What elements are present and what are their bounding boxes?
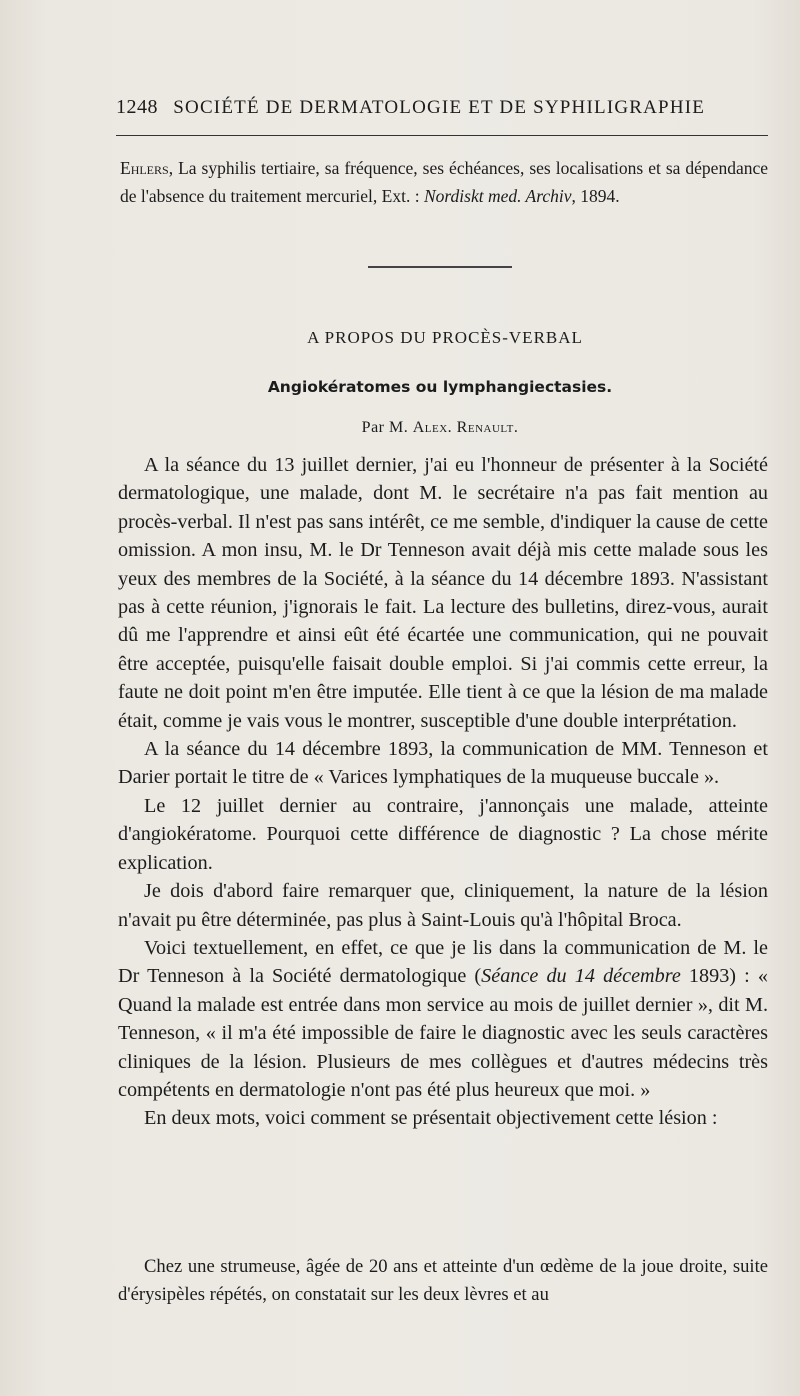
- running-header: [116, 96, 766, 119]
- byline: [0, 419, 800, 437]
- reference-year: , 1894.: [571, 185, 620, 206]
- reference-journal: Nordiskt med. Archiv: [423, 185, 572, 206]
- article-title: Angiokératomes ou lymphangiectasies.: [267, 378, 613, 396]
- section-title: A PROPOS DU PROCÈS-VERBAL: [307, 328, 583, 347]
- byline-author: Alex. Renault.: [412, 419, 519, 436]
- paragraph-4: Je dois d'abord faire remarquer que, cliniquement, la nature de la lésion n'avait pu être déterminée, pas plus à Saint-Louis qu'à l'hôpital Broca.: [118, 880, 768, 931]
- paragraph-1: A la séance du 13 juillet dernier, j'ai eu l'honneur de présenter à la Société dermatologique, une malade, dont M. le secrétaire n'a pas fait mention au procès-verbal. Il n'est pas sans intérêt, ce me semble, d'indiquer la cause de cette omission. A mon insu, M. le Dr Tenneson avait déjà mis cette malade sous les yeux des membres de la Société, à la séance du 14 décembre 1893. N'assistant pas à cette réunion, j'ignorais le fait. La lecture des bulletins, direz-vous, aurait dû me l'apprendre et ainsi eût été écartée une communication, qui ne pouvait être acceptée, puisqu'elle faisait double emploi. Si j'ai commis cette erreur, la faute ne doit point m'en être imputée. Elle tient à ce que la lésion de ma malade était, comme je vais vous le montrer, susceptible d'une double interprétation.: [118, 454, 768, 732]
- byline-prefix: Par M.: [361, 419, 413, 436]
- paragraph-5-part-a: Voici textuellement, en effet, ce que je lis dans la communication de M. le Dr Tenneson à la Société dermatologique (: [118, 936, 768, 988]
- paragraph-2: A la séance du 14 décembre 1893, la communication de MM. Tenneson et Darier portait le titre de « Varices lymphatiques de la muqueuse buccale ».: [118, 738, 768, 789]
- article-body: [118, 451, 768, 1133]
- paragraph-3: Le 12 juillet dernier au contraire, j'annonçais une malade, atteinte d'angiokératome. Pourquoi cette différence de diagnostic ? La chose mérite explication.: [118, 794, 768, 874]
- reference-text: , La syphilis tertiaire, sa fréquence, ses échéances, ses localisations et sa dépendance de l'absence du traitement mercuriel, Ext. :: [120, 158, 768, 206]
- paragraph-5-part-b: 1893) : « Quand la malade est entrée dans mon service au mois de juillet dernier », dit M. Tenneson, « il m'a été impossible de faire le diagnostic avec les seuls caractères cliniques de la lésion. Plusieurs de mes collègues et d'autres médecins très compétents en dermatologie n'ont pas été plus heureux que moi. »: [118, 965, 768, 1101]
- reference-author: Ehlers: [120, 158, 169, 178]
- quote-paragraph: Chez une strumeuse, âgée de 20 ans et atteinte d'un œdème de la joue droite, suite d'érysipèles répétés, on constatait sur les deux lèvres et au: [118, 1256, 768, 1305]
- page-number: 1248: [116, 96, 158, 118]
- quoted-case-description: [118, 1253, 768, 1309]
- paragraph-5: [118, 934, 768, 1104]
- paragraph-6: En deux mots, voici comment se présentait objectivement cette lésion :: [144, 1107, 718, 1130]
- section-separator: [368, 266, 512, 268]
- running-title: SOCIÉTÉ DE DERMATOLOGIE ET DE SYPHILIGRAPHIE: [173, 97, 706, 118]
- header-rule: [116, 135, 768, 136]
- paragraph-5-italic: Séance du 14 décembre: [481, 965, 681, 988]
- bibliographic-reference: [120, 155, 768, 210]
